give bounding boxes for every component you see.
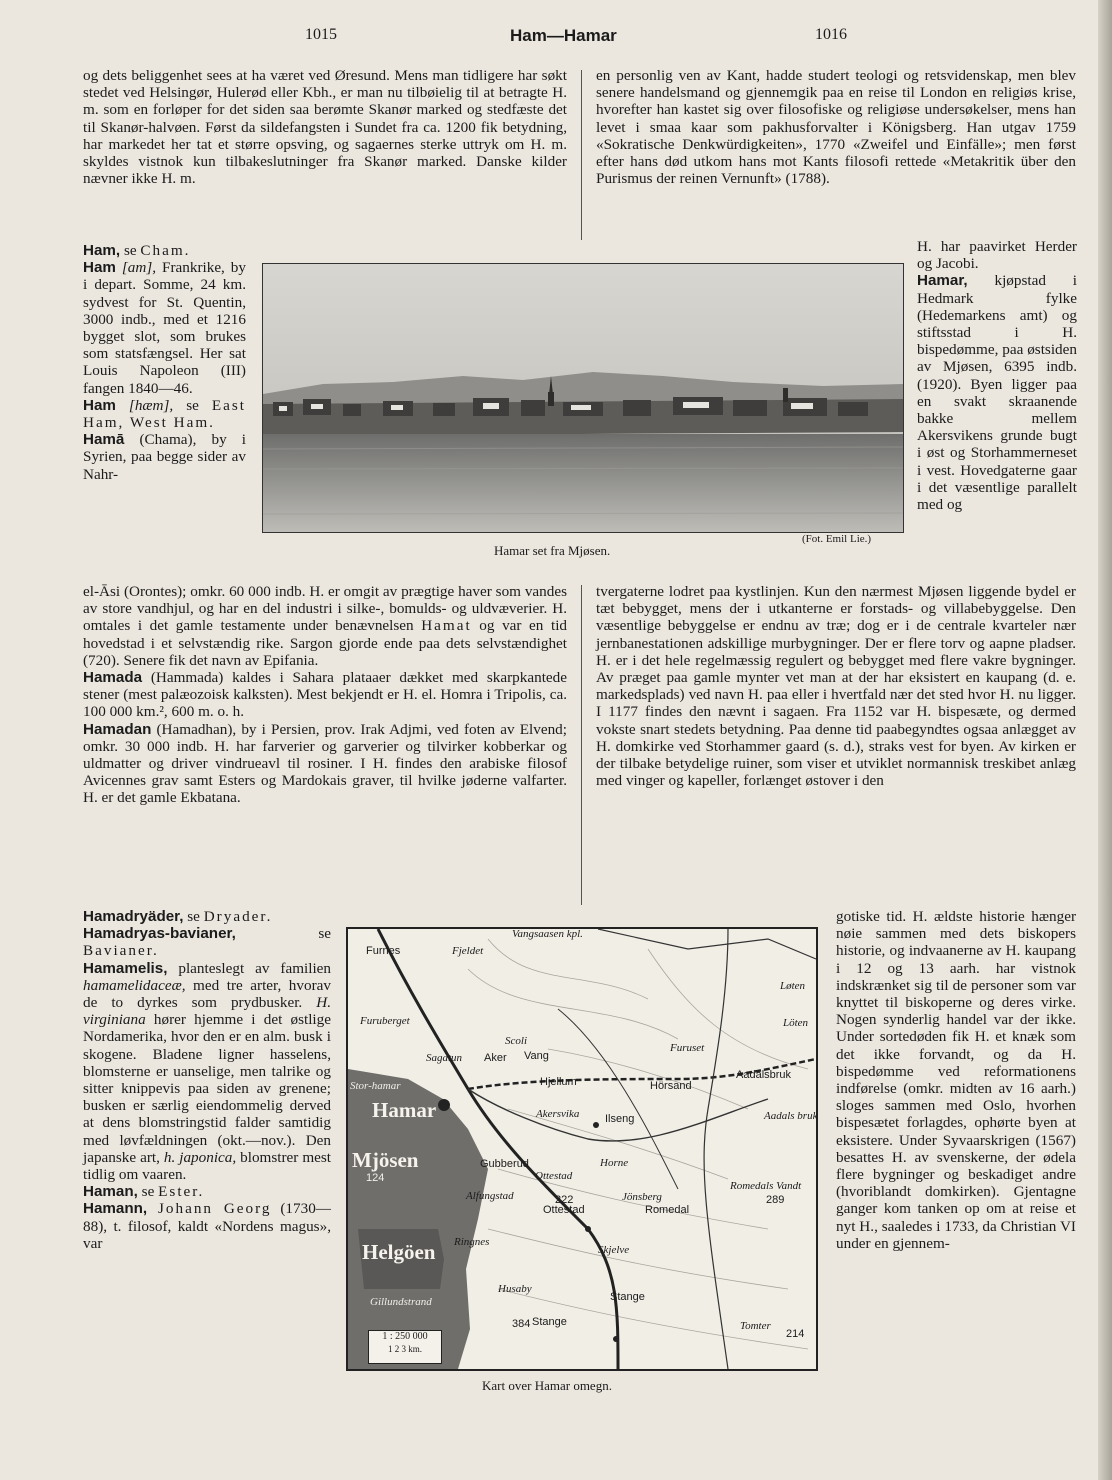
entry-text: se [137, 1183, 159, 1201]
map-label-sagatun: Sagatun [426, 1052, 463, 1064]
map-label-222: 222 [555, 1194, 574, 1206]
map-label-scola: Scoli [505, 1035, 527, 1047]
map-label-mjosen: Mjösen [352, 1148, 419, 1172]
map-label-jonsberg: Jönsberg [622, 1191, 662, 1203]
map-label-384: 384 [512, 1318, 531, 1330]
oresund-paragraph: og dets beliggenhet sees at ha været ved Øresund. Mens man tidligere har søkt stedet ved Helsingør, Hulerød eller Kbh., er man nu tilbøielig til at betragte H. m. som en forløper for det siden saa berømte Skanør marked og stedfæste det til Skanør-halvøen. Først da sildefangsten i Sundet fra ca. 1200 fik betydning, har markedet her tat et større opsving, og sagaernes sterke uttryk om H. m. skyldes vistnok kun tilbakeslutninger fra Skanør marked. Danske kilder nævner ikke H. m. [83, 67, 567, 188]
road-north [598, 929, 816, 959]
kant-paragraph: en personlig ven av Kant, hadde studert teologi og retsvidenskap, men blev senere handelsmand og gjennemgik paa en reise til London en religiøs krise, hvorefter han kastet sig over filosofiske og religiøse undersøkelser, mens han levet i smaa kaar som pakhusforvalter i Königsberg. Han utgav 1759 «Sokratische Denkwürdigkeiten», 1770 «Zweifel und Einfälle»; men først efter hans død utkom hans mot Kants filosofi rettede «Metakritik über den Purismus der reinen Vernunft» (1788). [596, 67, 1076, 188]
pronunciation: [am], [115, 259, 157, 277]
map-label-stange: Stange [610, 1291, 645, 1303]
entry-text: hører hjemme i det østlige Nordamerika, hvor den er en alm. busk i skogene. Bladene ligner hasselens, blomsterne er uanselige, men talrike og sitter knippevis paa siden av grenene; busken er særlig eiendommelig derved at dens blomstringstid falder samtidig med løvfældningen (okt.—nov.). Den japanske art, [83, 1011, 331, 1166]
photo-credit: (Fot. Emil Lie.) [802, 533, 872, 545]
cross-reference: East Ham, West Ham. [83, 396, 246, 432]
hamar-town-marker [438, 1099, 450, 1111]
stange-marker [613, 1336, 619, 1342]
page-number-left: 1015 [305, 26, 337, 43]
headword: Hamadryäder, [83, 908, 184, 925]
map-label-romedals-vandt: Romedals Vandt [730, 1180, 802, 1192]
map-label-husaby: Husaby [498, 1283, 532, 1295]
scale-ticks: 1 2 3 km. [387, 1344, 422, 1354]
map-label-alfungstad: Alfungstad [466, 1190, 514, 1202]
running-title: Ham—Hamar [510, 26, 617, 45]
map-label-furuberget: Furuberget [360, 1015, 410, 1027]
cross-reference: Ester. [158, 1183, 205, 1201]
headword: Hamada [83, 669, 143, 687]
italic-term: hamamelidaceæ, [83, 976, 186, 994]
column-rule-top [581, 70, 582, 240]
entry-hamar [917, 272, 1077, 513]
entry-text: se [235, 925, 331, 943]
map-label-gillundstrand: Gillundstrand [370, 1296, 432, 1308]
photo-caption: Hamar set fra Mjøsen. [494, 543, 611, 558]
entry-text: planteslegt av familien [167, 959, 331, 977]
cross-reference: Dryader. [203, 908, 273, 925]
headword: Hamā [83, 431, 125, 449]
entry-text: (Hamadhan), by i Persien, prov. Irak Adjmi, ved foten av Elvend; omkr. 30 000 indb. H. har farverier og garverier og tilvirker kobberkar og uldmatter og driver vindrueavl til rosiner. I H. findes den arabiske filosof Avicennes grav samt Esters og Mardokais graver, til hvilke jøderne valfarter. H. er det gamle Ekbatana. [83, 720, 567, 807]
entry-text: se [120, 242, 141, 259]
headword: Hamar, [917, 272, 968, 290]
entry-text: Frankrike, by i depart. Somme, 24 km. sydvest for St. Quentin, 3000 indb., med et 1216 bygget slot, som brukes som statsfængsel. Her sat Louis Napoleon (III) fangen 1840—46. [83, 259, 246, 397]
map-label-skjelve: Skjelve [598, 1244, 630, 1256]
left-column-top [83, 67, 567, 187]
person-name: Johann Georg [147, 1200, 272, 1218]
entry-hamadryader [83, 908, 331, 925]
map-label-214: 214 [786, 1328, 805, 1340]
map-label-horsand: Hörsand [650, 1080, 692, 1092]
entry-hamamelis [83, 960, 331, 1184]
cross-reference: Cham. [140, 242, 191, 259]
page-number-right: 1016 [815, 26, 847, 43]
map-label-storhamar: Stor-hamar [350, 1080, 401, 1092]
herder-text: H. har paavirket Herder og Jacobi. [917, 238, 1077, 273]
right-narrow-bottom [836, 908, 1076, 1252]
headword: Ham, [83, 242, 121, 259]
map-label-vangsasen: Vangsaasen kpl. [512, 928, 583, 940]
entry-text: (Hammada) kaldes i Sahara plataaer dækket med skarpkantede stener (mest palæozoisk kalksten). Mest bekjendt er H. el. Homra i Tripolis, ca. 100 000 km.², 600 m. o. h. [83, 669, 567, 721]
entry-text: kjøpstad i Hedmark fylke (Hedemarkens amt) og stiftsstad i H. bispedømme, paa østsiden av Mjøsen, 6395 indb. (1920). Byen ligger paa en svakt skraanende bakke mellem Akersvikens grunde bugt i øst og Storhammerneset i vest. Hovedgaterne gaar i det væsentlige parallelt med og [917, 272, 1077, 514]
entry-text: (1730—88), t. filosof, kaldt «Nordens magus», var [83, 1200, 331, 1252]
headword: Hamamelis, [83, 959, 168, 977]
right-narrow-hamar [917, 238, 1077, 513]
map-label-furnes: Furnes [366, 945, 401, 957]
entry-text: med tre arter, hvorav de to dyrkes som prydbusker. [83, 976, 331, 1012]
headword: Ham [83, 259, 116, 277]
entry-ham-east [83, 397, 246, 431]
map-label-ringnes: Ringnes [454, 1236, 490, 1248]
map-label-stange2: Stange [532, 1316, 567, 1328]
entry-text: se [173, 396, 212, 414]
entry-text: blomstrer mest tidlig om vaaren. [83, 1148, 332, 1184]
map-label-akersvika: Akersvika [536, 1108, 580, 1120]
headword: Haman, [83, 1183, 138, 1201]
entry-hamann [83, 1200, 331, 1252]
map-label-helgoen: Helgöen [362, 1240, 436, 1264]
entry-ham-france [83, 259, 246, 397]
road-north-south [704, 929, 728, 1369]
pronunciation: [hæm], [115, 396, 174, 414]
right-column-middle [596, 583, 1076, 789]
headword: Hamadryas-bavianer, [83, 925, 236, 943]
map-label-hjellum: Hjellum [540, 1076, 577, 1088]
entry-hamada [83, 669, 567, 721]
headword: Hamadan [83, 720, 152, 738]
map-label-loten2: Löten [783, 1017, 809, 1029]
hamar-photo [262, 263, 904, 533]
entry-hama-cont [83, 583, 567, 669]
hamar-history: gotiske tid. H. ældste historie hænger nøie sammen med dets biskopers historie, og indvaanerne av H. kaupang i 12 og 13 aarh. har vistnok indskrænket sig til de personer som var knyttet til biskoperne og deres virke. Nogen synderlig handel var der ikke. Under sortedøden fik H. et knæk som det ikke forvandt, og da H. bispedømme ved reformationens indførelse (omkr. midten av 16 aarh.) sloges sammen med Oslo, hvorhen bispesætet forlagdes, ophørte byen at eksistere. Under Syvaarskrigen (1567) besattes H. av svenskerne, der ødela flere bygninger og beskadiget andre (hvoriblandt domkirken). Gjentagne ganger kom tanken op om at reise et nyt H., saaledes i 1733, da Christian VI under en gjennem- [836, 908, 1076, 1252]
map-label-aadals-bruk: Aadals bruk [764, 1110, 818, 1122]
map-label-fjeldet: Fjeldet [452, 945, 484, 957]
entry-hamadan [83, 721, 567, 807]
left-narrow-bottom [83, 908, 331, 1252]
column-rule-middle [581, 585, 582, 905]
entry-text: (Chama), by i Syrien, paa begge sider av Nahr- [83, 431, 246, 483]
map-label-horne: Horne [600, 1157, 629, 1169]
map-label-loten: Løten [780, 980, 806, 992]
entry-hamadryas [83, 925, 331, 959]
ilseng-marker [593, 1122, 599, 1128]
italic-term: H. virginiana [83, 994, 331, 1029]
map-label-gubberud: Gubberud [480, 1158, 529, 1170]
italic-term: h. japonica, [163, 1148, 237, 1166]
hamar-continued: tvergaterne lodret paa kystlinjen. Kun den nærmest Mjøsen liggende bydel er tæt bebygget, mens der i utkanterne er forstads- og villabebyggelse. Den væsentlige bebyggelse er endnu av træ; dog er i de centrale kvarteler nær jernbanestationen adskillige murbygninger. Der er flere torv og aapne pladser. H. er i det hele regelmæssig regulert og bebygget med flere vakre bygninger. Av præget paa gamle mynter vet man at der har eksistert en kaupang (d. e. markedsplads) ved navn H. paa eller i hvertfald nær det sted hvor H. nu ligger. I 1177 findes den nævnt i sagaen. Fra 1152 var H. bispesæte, og dermed vokste snart stedets betydning. Paa denne tid paabegyndtes ogsaa anlægget av H. domkirke ved Storhammer gaard (s. d.), straks vest for byen. Av kirken er der tilbake betydelige ruiner, som viser et utviklet normannisk treskibet anlæg med vinger og kapeller, forlænget østover i den [596, 583, 1076, 790]
ottestad-marker [585, 1226, 591, 1232]
left-column-middle [83, 583, 567, 807]
cross-reference: Bavianer. [83, 942, 159, 960]
page-edge [1098, 0, 1112, 1480]
entry-text: el-Āsi (Orontes); omkr. 60 000 indb. H. er omgit av prægtige haver som vandes av store vandhjul, og har en del industri i silke-, bomulds- og uldvæverier. H. omtales i det gamle testamente under benævnelsen [83, 583, 567, 635]
map-label-vang: Vang [524, 1050, 549, 1062]
photo-graphic [263, 264, 903, 532]
map-label-ottestad: Ottestad [543, 1204, 585, 1216]
right-column-top [596, 67, 1076, 187]
map-label-adalsbruk: Aadalsbruk [736, 1069, 792, 1081]
headword: Ham [83, 396, 116, 414]
entry-text: se [183, 908, 204, 925]
map-label-mjosen-height: 124 [366, 1172, 385, 1184]
entry-ham-cham [83, 242, 246, 259]
scale-ratio: 1 : 250 000 [382, 1331, 428, 1342]
left-narrow-entries [83, 242, 246, 483]
map-label-romedal: Romedal [645, 1204, 690, 1216]
headword: Hamann, [83, 1200, 148, 1218]
map-scale [368, 1330, 442, 1364]
entry-text: og var en tid hovedstad i et selvstændig rike. Sargon gjorde ende paa dets selvstændighet (720). Senere fik det navn av Epifania. [83, 617, 568, 669]
map-label-ilseng: Ilseng [605, 1113, 635, 1125]
map-label-tomter: Tomter [740, 1320, 771, 1332]
map-label-289: 289 [766, 1194, 785, 1206]
map-label-hamar: Hamar [372, 1098, 437, 1122]
map-caption: Kart over Hamar omegn. [482, 1378, 612, 1393]
map-label-furuset: Furuset [670, 1042, 705, 1054]
entry-hama-start [83, 431, 246, 483]
map-label-aker: Aker [484, 1052, 507, 1064]
spaced-term: Hamat [421, 617, 472, 635]
map-label-ottestad-it: Ottestad [535, 1170, 573, 1182]
entry-haman [83, 1183, 331, 1200]
